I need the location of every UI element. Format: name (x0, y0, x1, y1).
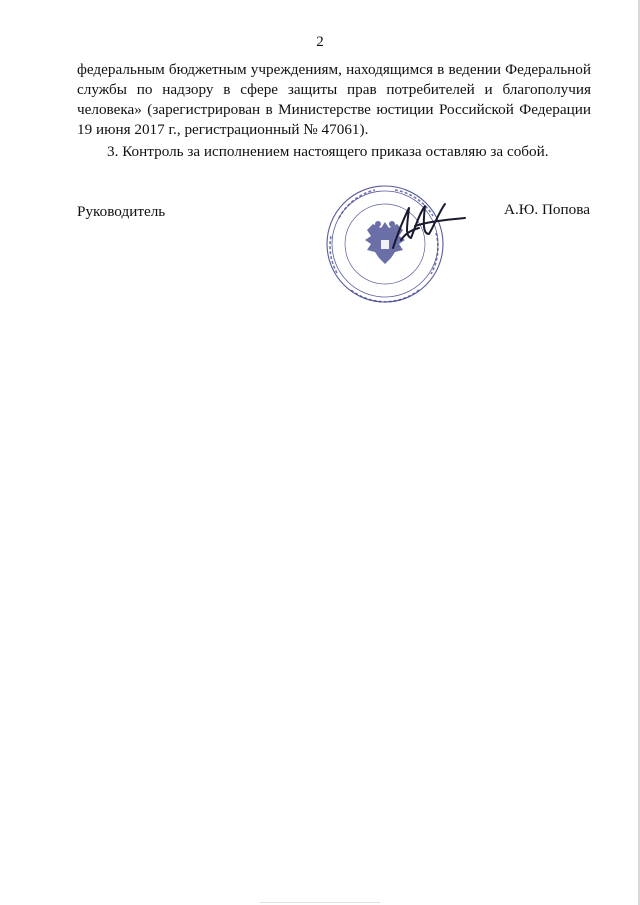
signatory-name: А.Ю. Попова (504, 201, 590, 218)
signatory-role: Руководитель (77, 203, 166, 220)
document-body (77, 60, 591, 162)
scan-bottom-line (260, 902, 380, 903)
page-number: 2 (316, 34, 324, 50)
official-seal-icon (315, 178, 475, 310)
paragraph-item-3: 3. Контроль за исполнением настоящего приказа оставляю за собой. (107, 143, 549, 160)
paragraph-continuation: федеральным бюджетным учреждениям, находящимся в ведении Федеральной службы по надзору в сфере защиты прав потребителей и благополучия человека» (зарегистрирован в Министерстве юстиции Российской Федерации 19 июня 2017 г., регистрационный № 47061). (77, 61, 591, 138)
